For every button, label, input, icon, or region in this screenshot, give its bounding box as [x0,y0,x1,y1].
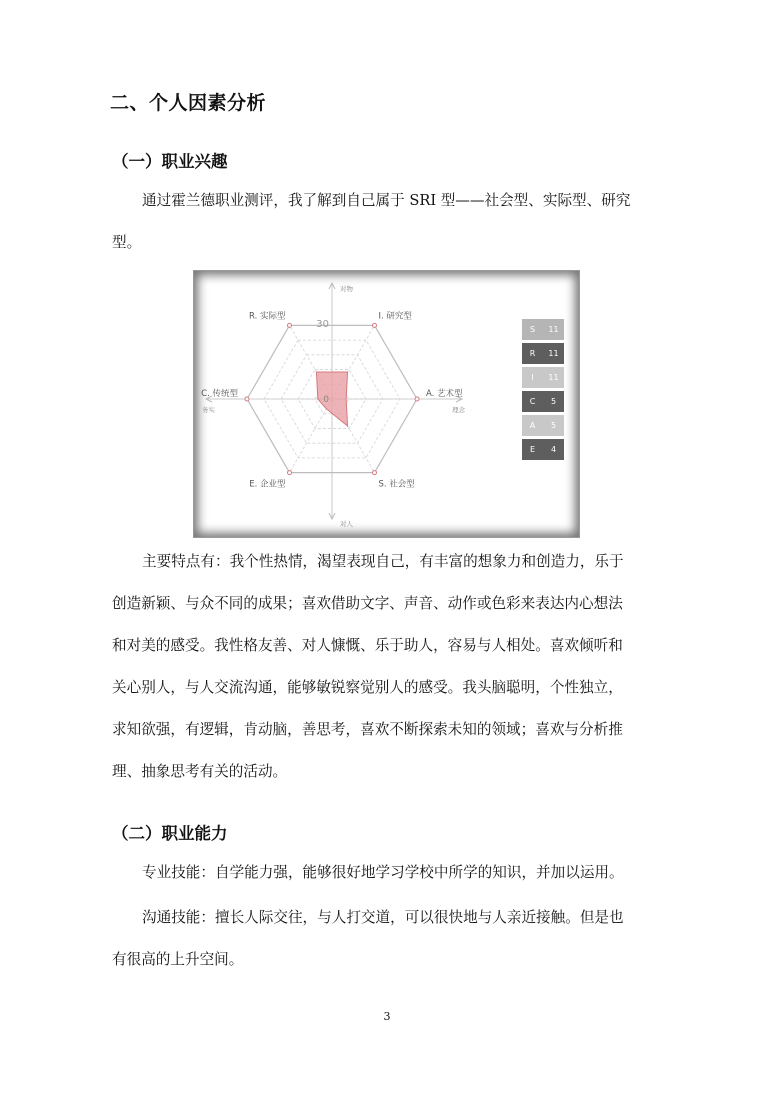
vertex-marker [288,471,292,475]
text-line: 关心别人，与人交流沟通，能够敏锐察觉别人的感受。我头脑聪明，个性独立， [112,679,623,696]
text-line: 主要特点有：我个性热情，渴望表现自己，有丰富的想象力和创造力，乐于 [142,553,624,570]
scale-label-max: 30 [316,319,329,330]
legend-row [522,439,564,460]
legend-value: 5 [550,397,557,406]
legend-row [522,415,564,436]
legend-code: R [529,349,536,358]
vertex-marker [415,397,419,401]
section-heading: 二、个人因素分析 [110,92,267,114]
scale-label-center: 0 [323,395,329,405]
page-number: 3 [383,1010,391,1023]
text-line: 创造新颖、与众不同的成果；喜欢借助文字、声音、动作或色彩来表达内心想法 [112,595,623,612]
vertex-marker [373,471,377,475]
axis-label: A. 艺术型 [426,389,463,399]
grid-spoke [290,399,333,473]
legend-row [522,367,564,388]
vertex-marker [373,323,377,327]
legend-code: E [529,445,536,454]
axis-label: I. 研究型 [378,311,412,322]
legend-value: 5 [550,421,557,430]
vertex-marker [245,397,249,401]
text-line: 理、抽象思考有关的活动。 [112,763,288,780]
axis-label: E. 企业型 [249,479,286,490]
text-line: 通过霍兰德职业测评，我了解到自己属于 SRI 型——社会型、实际型、研究 [142,192,631,209]
legend-row [522,391,564,412]
text-line: 专业技能：自学能力强，能够很好地学习学校中所学的知识，并加以运用。 [142,864,624,881]
axis-label: R. 实际型 [248,311,286,322]
direction-label-top: 对物 [340,285,353,293]
legend-value: 11 [548,373,559,382]
legend-code: A [529,421,536,430]
legend-code: S [529,325,536,334]
score-legend [522,319,564,463]
direction-label-bottom: 对人 [340,520,353,528]
text-line: 沟通技能：擅长人际交往，与人打交道，可以很快地与人亲近接触。但是也 [142,909,624,926]
direction-label-right: 理念 [452,406,465,414]
legend-value: 4 [550,445,557,454]
subsection-title-interest: （一）职业兴趣 [112,152,228,171]
text-line: 有很高的上升空间。 [112,951,244,968]
legend-code: C [529,397,536,406]
subsection-title-ability: （二）职业能力 [112,824,228,843]
legend-row [522,319,564,340]
holland-radar-figure [193,270,580,538]
text-line: 型。 [112,234,142,251]
legend-row [522,343,564,364]
direction-label-left: 务实 [202,406,215,414]
axis-label: S. 社会型 [378,479,415,490]
vertex-marker [288,323,292,327]
legend-code: I [531,373,534,382]
text-line: 和对美的感受。我性格友善、对人慷慨、乐于助人，容易与人相处。喜欢倾听和 [112,637,623,654]
text-line: 求知欲强，有逻辑，肯动脑，善思考，喜欢不断探索未知的领域；喜欢与分析推 [112,721,623,738]
axis-label: C. 传统型 [201,389,238,399]
legend-value: 11 [548,349,559,358]
legend-value: 11 [548,325,559,334]
